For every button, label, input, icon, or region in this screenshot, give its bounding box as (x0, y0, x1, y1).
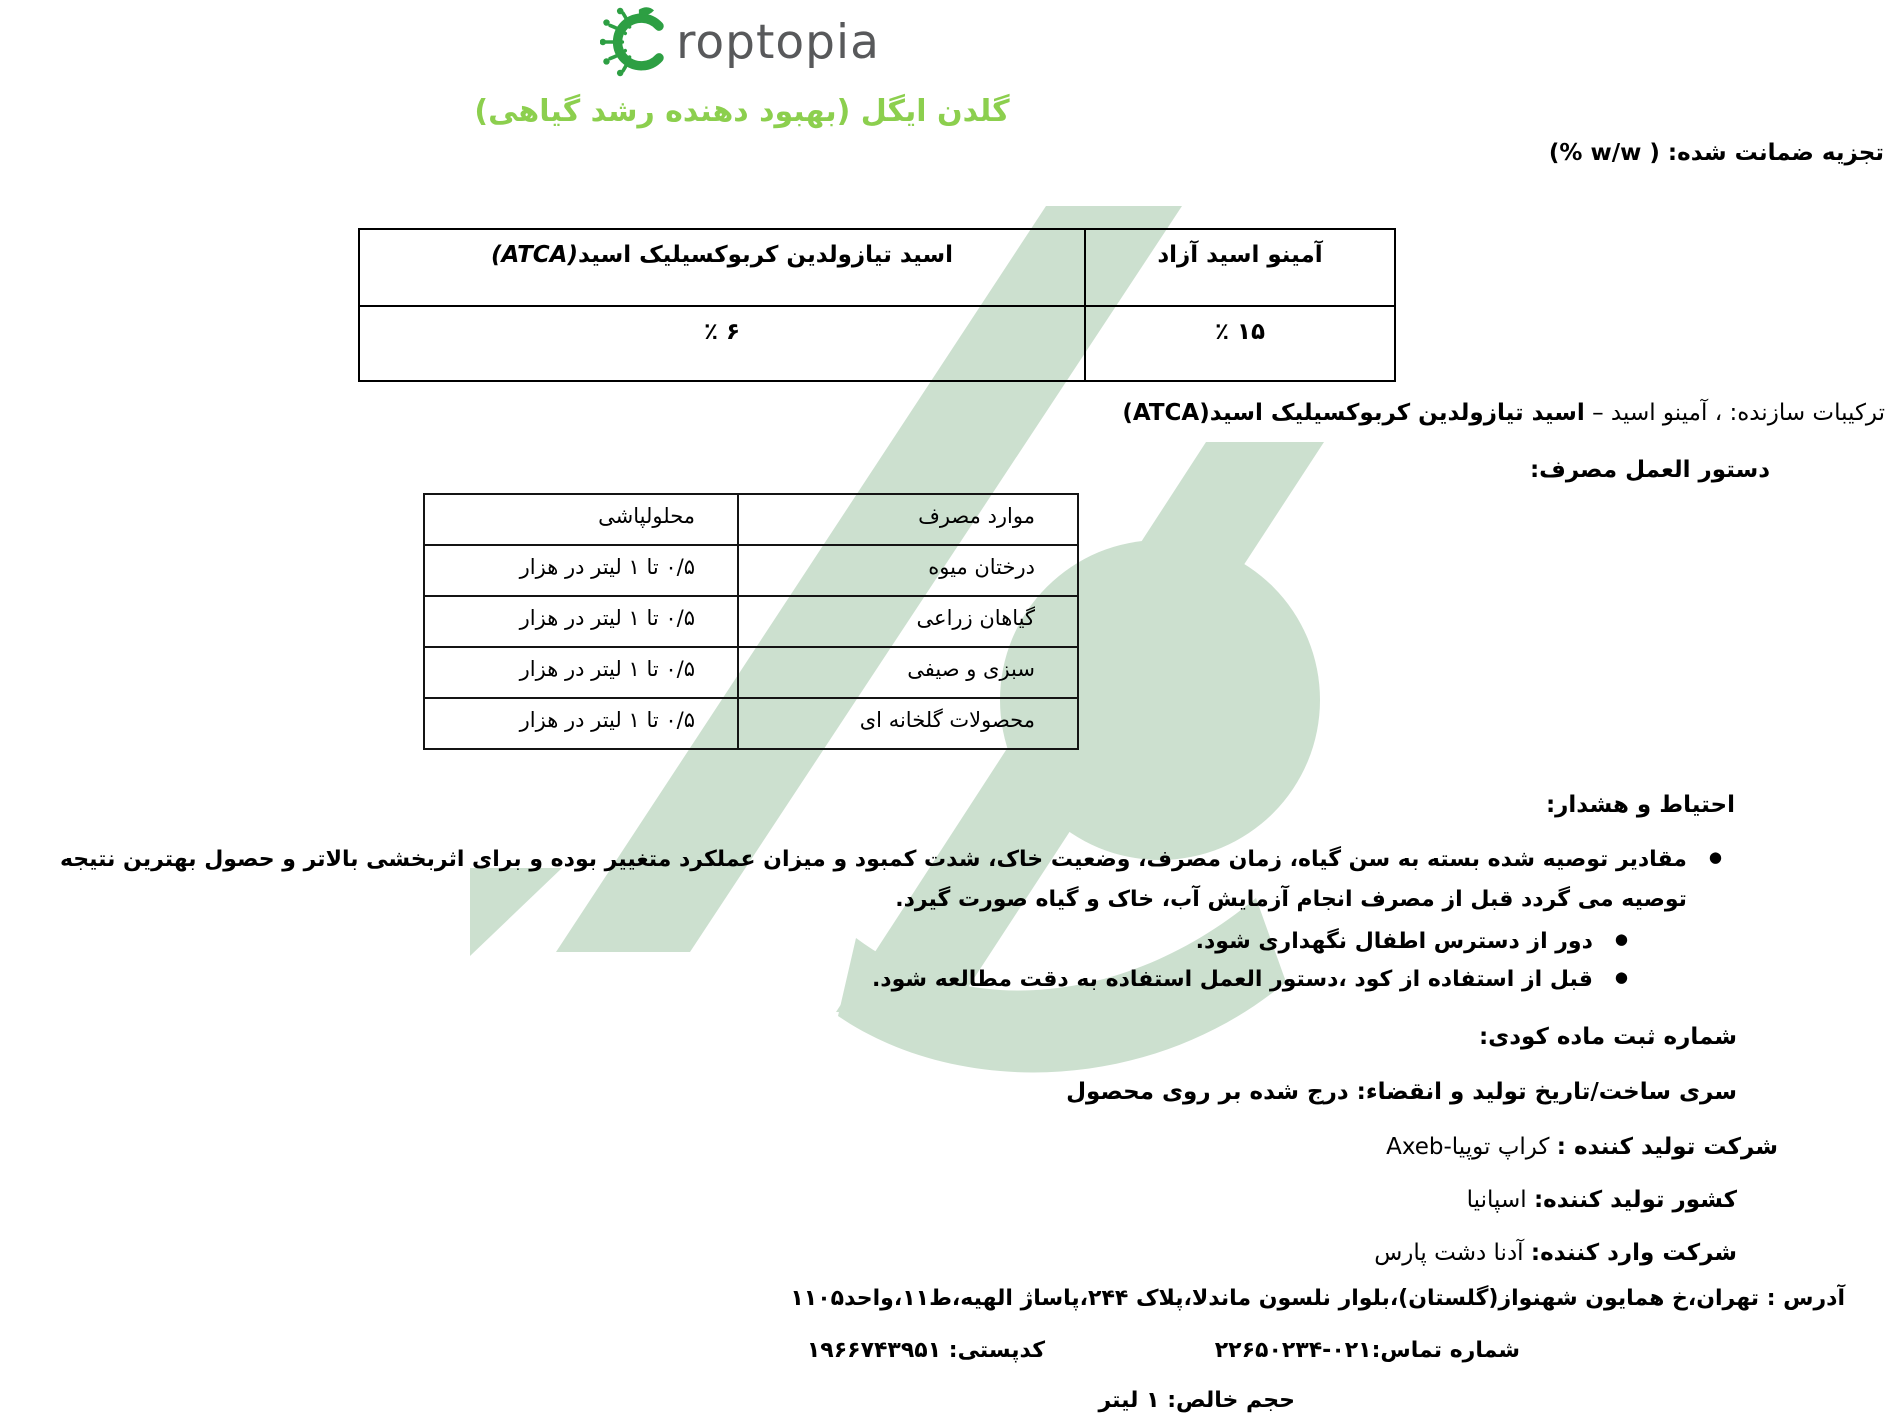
usage-row (424, 698, 1078, 749)
guaranteed-analysis-heading: تجزیه ضمانت شده: ( w/w %) (1548, 140, 1884, 166)
country-line (1467, 1187, 1737, 1213)
components-value: اسید تیازولدین کربوکسیلیک اسید(ATCA) (1122, 400, 1585, 426)
importer-line (1374, 1240, 1737, 1266)
analysis-value-row (359, 306, 1395, 381)
warning-text: دور از دسترس اطفال نگهداری شود. (1195, 929, 1593, 954)
usage-heading: دستور العمل مصرف: (1529, 457, 1770, 483)
address-label: آدرس : (1766, 1286, 1845, 1311)
warning-item (872, 960, 1628, 1000)
batch-label: سری ساخت/تاریخ تولید و انقضاء: (1356, 1079, 1737, 1105)
brand-wordmark: roptopia (676, 14, 880, 70)
analysis-col-atca-abbr: (ATCA) (490, 242, 578, 268)
warning-item (1196, 922, 1628, 962)
warning-text: قبل از استفاده از کود ،دستور العمل استفاده به دقت مطالعه شود. (871, 967, 1593, 992)
postal-label: کدپستی: (941, 1338, 1045, 1363)
address-line (790, 1286, 1845, 1311)
registration-number-label: شماره ثبت ماده کودی: (1478, 1024, 1737, 1050)
product-title: گلدن ایگل (بهبود دهنده رشد گیاهی) (474, 94, 1010, 129)
address-value: تهران،خ همایون شهنواز(گلستان)،بلوار نلسون ماندلا،پلاک ۲۴۴،پاساژ الهیه،ط۱۱،واحد۱۱۰۵ (790, 1286, 1767, 1311)
usage-table (423, 493, 1079, 750)
analysis-table (358, 228, 1396, 382)
croptopia-plant-icon (600, 6, 672, 78)
bullet-icon: ● (1614, 930, 1628, 948)
analysis-value-amino-acid: ۱۵ ٪ (1085, 306, 1395, 381)
manufacturer-line (1386, 1134, 1778, 1160)
usage-col-foliar: محلولپاشی (424, 494, 738, 545)
country-value: اسپانیا (1466, 1187, 1534, 1213)
usage-row (424, 545, 1078, 596)
net-volume-label: حجم خالص: (1167, 1388, 1295, 1413)
net-volume-value: ۱ لیتر (1098, 1388, 1168, 1413)
usage-crop-cell: محصولات گلخانه ای (738, 698, 1078, 749)
importer-value: آدنا دشت پارس (1374, 1240, 1531, 1266)
manufacturer-value: کراپ توپیا-Axeb (1386, 1134, 1557, 1160)
usage-col-crop: موارد مصرف (738, 494, 1078, 545)
registration-number-line (1479, 1024, 1737, 1050)
components-label: ترکیبات سازنده: ، آمینو اسید – (1592, 400, 1885, 426)
batch-line (1066, 1079, 1737, 1105)
importer-label: شرکت وارد کننده: (1530, 1240, 1737, 1266)
country-label: کشور تولید کننده: (1533, 1187, 1737, 1213)
warning-item (12, 840, 1722, 920)
phone-label: شماره تماس: (1371, 1338, 1520, 1363)
analysis-value-atca: ۶ ٪ (359, 306, 1085, 381)
usage-crop-cell: درختان میوه (738, 545, 1078, 596)
components-line (1122, 400, 1885, 426)
net-volume-line (1099, 1388, 1296, 1413)
warnings-heading: احتیاط و هشدار: (1545, 792, 1735, 818)
bullet-icon: ● (1708, 848, 1722, 866)
postal-code-line (807, 1338, 1045, 1363)
brand-logo (0, 6, 1480, 78)
phone-value: ۰۲۱-۲۲۶۵۰۲۳۴ (1214, 1338, 1372, 1363)
analysis-col-amino-acid: آمینو اسید آزاد (1085, 229, 1395, 306)
usage-crop-cell: سبزی و صیفی (738, 647, 1078, 698)
analysis-col-atca-text: اسید تیازولدین کربوکسیلیک اسید (577, 242, 954, 268)
manufacturer-label: شرکت تولید کننده : (1556, 1134, 1778, 1160)
warning-text: مقادیر توصیه شده بسته به سن گیاه، زمان مصرف، وضعیت خاک، شدت کمبود و میزان عملکرد متغییر بوده و برای اثربخشی بالاتر و حصول بهترین نتیجه توصیه می گردد قبل از مصرف انجام آزمایش آب، خاک و گیاه صورت گیرد. (59, 847, 1687, 912)
analysis-header-row (359, 229, 1395, 306)
batch-value: درج شده بر روی محصول (1066, 1079, 1357, 1105)
phone-line (1215, 1338, 1520, 1363)
usage-dose-cell: ۰/۵ تا ۱ لیتر در هزار (424, 545, 738, 596)
postal-value: ۱۹۶۶۷۴۳۹۵۱ (806, 1338, 942, 1363)
usage-row (424, 647, 1078, 698)
usage-header-row (424, 494, 1078, 545)
usage-dose-cell: ۰/۵ تا ۱ لیتر در هزار (424, 596, 738, 647)
bullet-icon: ● (1614, 968, 1628, 986)
analysis-col-atca (359, 229, 1085, 306)
usage-row (424, 596, 1078, 647)
usage-dose-cell: ۰/۵ تا ۱ لیتر در هزار (424, 647, 738, 698)
usage-crop-cell: گیاهان زراعی (738, 596, 1078, 647)
usage-dose-cell: ۰/۵ تا ۱ لیتر در هزار (424, 698, 738, 749)
